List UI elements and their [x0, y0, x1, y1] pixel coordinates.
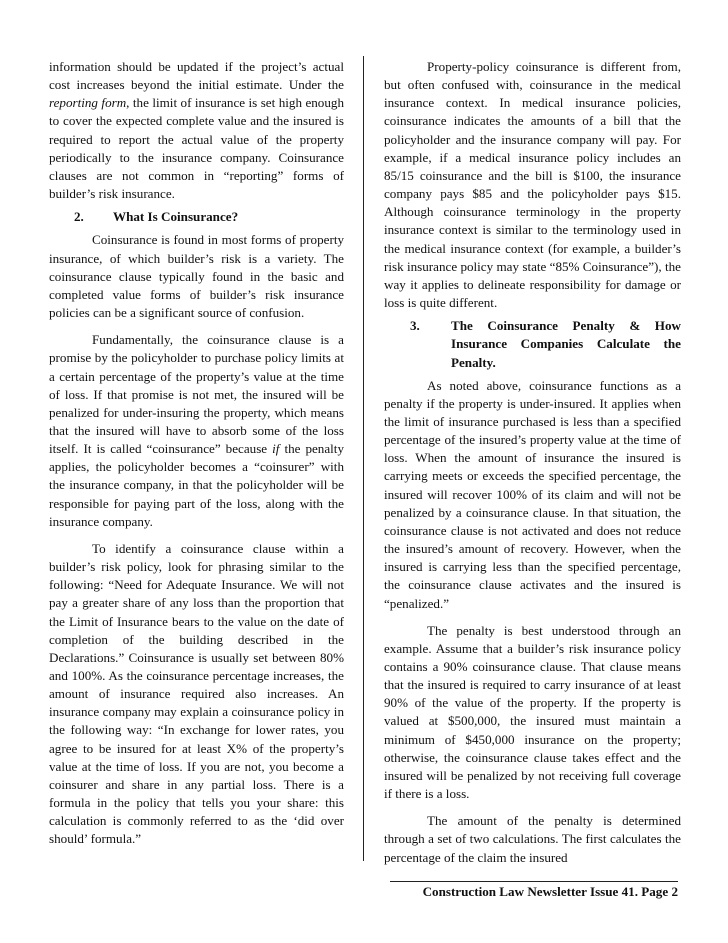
paragraph-identify-clause: To identify a coinsurance clause within a builder’s risk policy, look for phrasing similar to the following: “Need for Adequate Insurance. We will not pay a greater share of any loss than the proportion that the Limit of Insurance bears to the value on the date of completion of the building described in the Declarations.” Coinsurance is usually set between 80% and 100%. As the coinsurance percentage increases, the amount of insurance required also increases. An insurance company may explain a coinsurance policy in the following way: “In exchange for lower rates, you agree to be insured for at least X% of the property’s value at the time of loss. If you are not, you become a coinsurer and share in any partial loss. There is a formula in the policy that tells you your share: this calculation is commonly referred to as the ‘did over should’ formula.” [49, 540, 344, 847]
emphasis-if: if [272, 441, 280, 457]
footer-rule [390, 881, 678, 882]
section-heading-3 [384, 317, 681, 371]
paragraph-coinsurance-definition: Fundamentally, the coinsurance clause is a promise by the policyholder to purchase policy limits at a certain percentage of the property’s value at the time of loss. If that promise is not met, the insured will be penalized for under-insuring the property, which means that the insured will have to absorb some of the loss itself. It is called “coinsurance” because if the penalty applies, the policyholder becomes a “coinsurer” with the insurance company, in that the policyholder will be responsible for paying part of the loss, along with the insurance company. [49, 332, 344, 529]
section-title: What Is Coinsurance? [113, 209, 239, 225]
section-title: The Coinsurance Penalty & How Insurance Companies Calculate the Penalty. [451, 318, 681, 370]
right-column [384, 58, 681, 867]
paragraph-coinsurance-intro: Coinsurance is found in most forms of property insurance, of which builder’s risk is a variety. The coinsurance clause typically found in the basic and completed value forms of builder’s risk insurance policies can be a significant source of confusion. [49, 232, 344, 321]
page-footer: Construction Law Newsletter Issue 41. Page 2 [422, 884, 678, 899]
paragraph-penalty-function: As noted above, coinsurance functions as a penalty if the property is under-insured. It applies when the limit of insurance purchased is less than a specified percentage of the insured’s property value at the time of loss. When the amount of insurance the insured is carrying meets or exceeds the specified percentage, the insured will recover 100% of its claim and will not be penalized by a coinsurance clause. In that situation, the coinsurance clause is not activated and does not reduce the insured’s amount of recovery. However, when the insured is carrying less than the specified percentage, the coinsurance clause activates and the insured is “penalized.” [384, 377, 681, 611]
section-number: 2. [74, 209, 84, 225]
column-divider [363, 56, 364, 861]
section-number: 3. [410, 318, 420, 334]
paragraph-penalty-calculation: The amount of the penalty is determined through a set of two calculations. The first calculates the percentage of the claim the insured [384, 813, 681, 865]
emphasis-reporting-form: reporting form [49, 95, 127, 111]
paragraph-medical-coinsurance: Property-policy coinsurance is different from, but often confused with, coinsurance in the medical insurance context. In medical insurance policies, coinsurance indicates the amounts of a bill that the policyholder and the insurance company will pay. For example, if a medical insurance policy includes an 85/15 coinsurance and the bill is $100, the insurance company pays $85 and the policyholder pays $15. Although coinsurance terminology in the property insurance context is similar to the terminology used in the medical insurance context (for example, a builder’s risk insurance policy may state “85% Coinsurance”), the way it applies to delineate responsibility for damage or loss is quite different. [384, 59, 681, 311]
paragraph-reporting-form: information should be updated if the project’s actual cost increases beyond the initial estimate. Under the reporting form, the limit of insurance is set high enough to cover the expected complete value and the insured is required to report the actual value of the property periodically to the insurance company. Coinsurance clauses are not common in “reporting” forms of builder’s risk insurance. [49, 59, 344, 202]
section-heading-2 [49, 208, 344, 226]
paragraph-penalty-example: The penalty is best understood through an example. Assume that a builder’s risk insurance policy contains a 90% coinsurance clause. That clause means that the insured is required to carry insurance of at least 90% of the value of the property. If the property is valued at $500,000, the insured must maintain a minimum of $450,000 insurance on the property; otherwise, the coinsurance clause takes effect and the insured will be penalized by not receiving full coverage if there is a loss. [384, 622, 681, 802]
left-column [49, 58, 344, 849]
